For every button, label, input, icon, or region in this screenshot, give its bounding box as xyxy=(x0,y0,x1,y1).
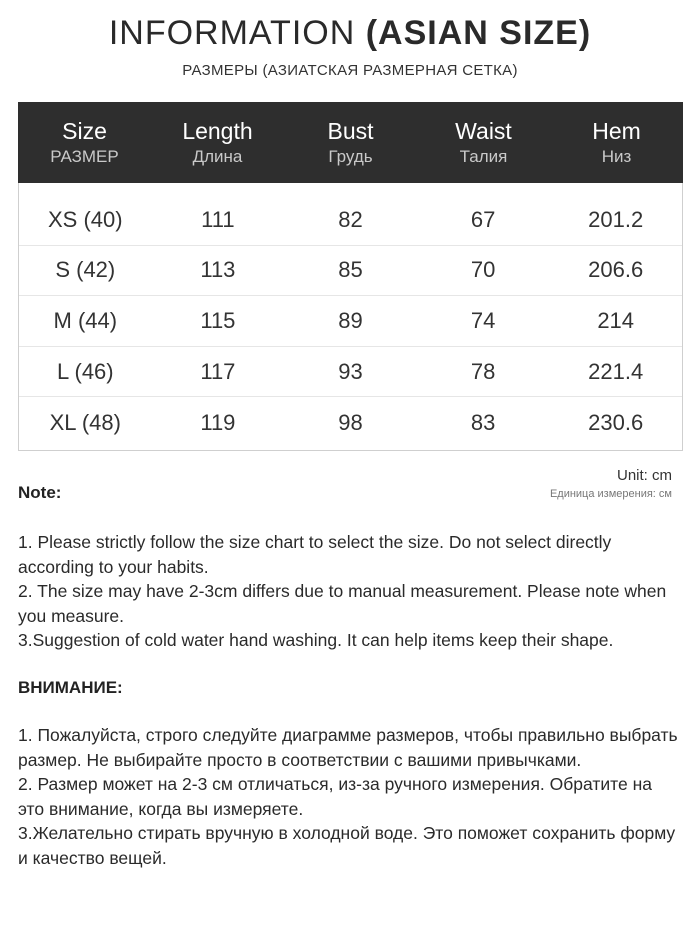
page-title xyxy=(0,14,700,53)
title-bold: (ASIAN SIZE) xyxy=(365,14,592,52)
table-row xyxy=(19,195,682,246)
header-bust xyxy=(284,102,417,183)
cell-hem: 214 xyxy=(597,307,635,333)
table-row xyxy=(19,397,682,448)
table-row xyxy=(19,347,682,398)
table-header xyxy=(18,102,683,183)
cell-bust: 93 xyxy=(338,358,363,384)
cell-waist: 78 xyxy=(470,358,496,384)
header-label-ru: Грудь xyxy=(328,146,373,166)
attention-line: 3.Желательно стирать вручную в холодной воде. Это поможет сохранить форму и качество вещей. xyxy=(18,823,676,868)
attention-text xyxy=(18,723,682,870)
table-row xyxy=(19,296,682,347)
note-text xyxy=(18,530,682,653)
cell-size: XS (40) xyxy=(48,206,123,232)
note-heading: Note: xyxy=(18,483,62,502)
unit-note xyxy=(550,467,672,503)
cell-length: 115 xyxy=(200,307,236,333)
cell-length: 113 xyxy=(200,257,236,283)
cell-bust: 98 xyxy=(338,409,363,435)
header-label: Size xyxy=(62,117,107,144)
cell-hem: 230.6 xyxy=(588,409,644,435)
unit-label-ru: Единица измерения: см xyxy=(549,488,672,500)
table-row xyxy=(19,246,682,297)
cell-waist: 74 xyxy=(470,307,496,333)
cell-waist: 83 xyxy=(470,409,496,435)
cell-length: 119 xyxy=(200,409,236,435)
note-line: 2. The size may have 2-3cm differs due to manual measurement. Please note when you measure. xyxy=(18,581,667,626)
table-body xyxy=(19,195,682,448)
header-length xyxy=(151,102,284,183)
attention-line: 1. Пожалуйста, строго следуйте диаграмме размеров, чтобы правильно выбрать размер. Не выбирайте просто в соответствии с вашими привычками. xyxy=(18,725,678,770)
title-light: INFORMATION xyxy=(108,14,356,52)
attention-line: 2. Размер может на 2-3 см отличаться, из-за ручного измерения. Обратите на это внимание, когда вы измеряете. xyxy=(18,774,652,819)
cell-size: S (42) xyxy=(55,257,116,283)
header-label-ru: Талия xyxy=(459,146,508,166)
cell-size: M (44) xyxy=(53,307,118,333)
header-label: Length xyxy=(182,117,253,144)
cell-bust: 82 xyxy=(338,206,363,232)
cell-length: 111 xyxy=(201,206,235,232)
cell-hem: 206.6 xyxy=(588,257,644,283)
cell-bust: 85 xyxy=(338,257,363,283)
size-table xyxy=(18,102,683,451)
header-size xyxy=(18,102,151,183)
header-waist xyxy=(417,102,550,183)
cell-length: 117 xyxy=(200,358,236,384)
header-label-ru: Длина xyxy=(192,146,243,166)
header-hem xyxy=(550,102,683,183)
page-subtitle: РАЗМЕРЫ (АЗИАТСКАЯ РАЗМЕРНАЯ СЕТКА) xyxy=(182,62,518,79)
header-label: Waist xyxy=(455,117,512,144)
header-label: Bust xyxy=(327,117,374,144)
note-line: 3.Suggestion of cold water hand washing. It can help items keep their shape. xyxy=(18,630,614,650)
note-line: 1. Please strictly follow the size chart to select the size. Do not select directly according to your habits. xyxy=(18,532,612,577)
cell-waist: 67 xyxy=(470,206,496,232)
header-label-ru: РАЗМЕР xyxy=(50,146,119,166)
cell-hem: 221.4 xyxy=(588,358,644,384)
header-label: Hem xyxy=(592,117,641,144)
unit-label: Unit: cm xyxy=(616,467,672,484)
cell-size: L (46) xyxy=(56,358,114,384)
cell-hem: 201.2 xyxy=(588,206,644,232)
header-label-ru: Низ xyxy=(601,146,632,166)
attention-heading: ВНИМАНИЕ: xyxy=(18,678,123,697)
cell-waist: 70 xyxy=(470,257,496,283)
cell-size: XL (48) xyxy=(49,409,121,435)
cell-bust: 89 xyxy=(338,307,363,333)
